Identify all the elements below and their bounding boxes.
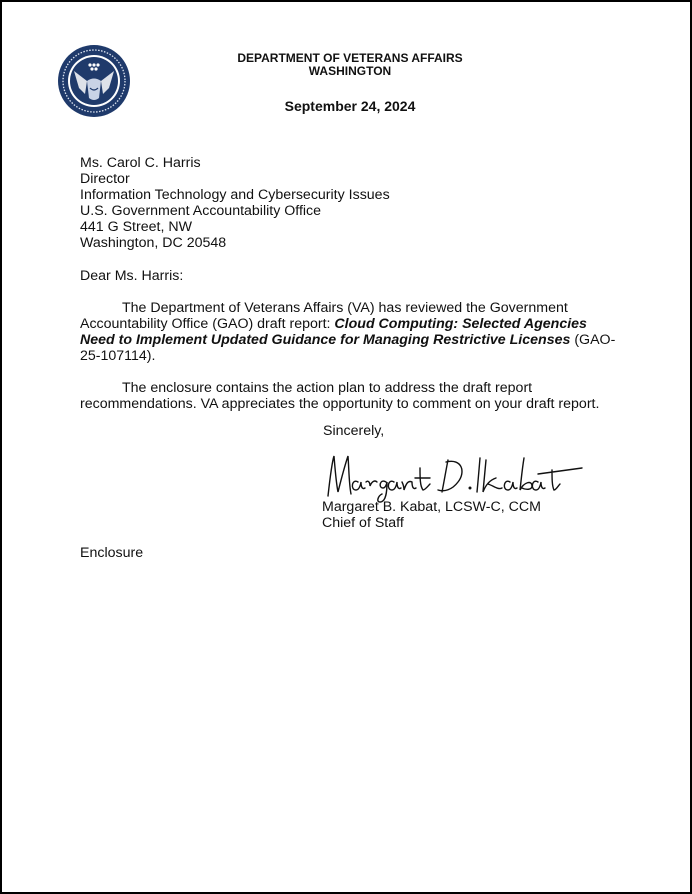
report-title: Cloud Computing: Selected Agencies Need to Implement Updated Guidance for Managing Restrictive Licenses [80,316,587,348]
signer-block [322,499,541,531]
para1-report-number: (GAO-25-107114). [80,332,616,364]
body-paragraph-1 [80,300,620,364]
recipient-division: Information Technology and Cybersecurity Issues [80,187,390,203]
salutation: Dear Ms. Harris: [80,268,184,284]
signer-name: Margaret B. Kabat, LCSW-C, CCM [322,499,541,515]
letter-date: September 24, 2024 [284,98,416,114]
signature-image [320,448,590,504]
letterhead-department: DEPARTMENT OF VETERANS AFFAIRS [237,51,463,65]
para1-intro: The Department of Veterans Affairs (VA) has reviewed the Government Accountability Office (GAO) draft report: [80,300,568,332]
recipient-name: Ms. Carol C. Harris [80,155,201,171]
enclosure-note: Enclosure [80,545,144,561]
closing: Sincerely, [323,423,385,439]
recipient-address [80,155,390,251]
body-paragraph-2 [80,380,620,412]
recipient-title: Director [80,171,130,187]
recipient-organization: U.S. Government Accountability Office [80,203,322,219]
letterhead-city: WASHINGTON [308,64,392,78]
para2-text: The enclosure contains the action plan to address the draft report recommendations. VA appreciates the opportunity to comment on your draft report. [80,380,600,412]
recipient-city: Washington, DC 20548 [80,235,227,251]
recipient-street: 441 G Street, NW [80,219,192,235]
va-seal-icon [57,44,131,118]
signer-title: Chief of Staff [322,515,404,531]
